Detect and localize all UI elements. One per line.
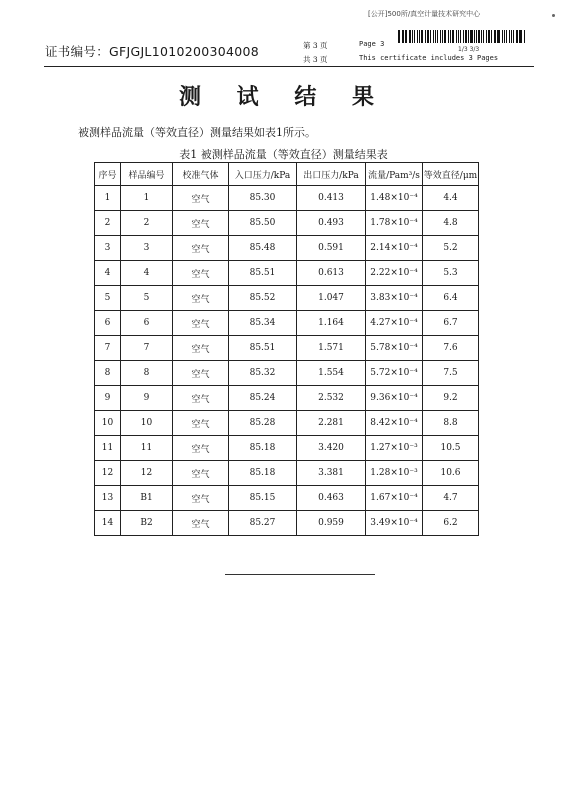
end-line xyxy=(225,574,375,575)
cell-sample-id: 8 xyxy=(121,361,173,386)
barcode-bar xyxy=(520,30,522,43)
table-row xyxy=(95,411,479,436)
barcode-bar xyxy=(519,30,520,43)
barcode-bar xyxy=(458,30,460,43)
cell-index: 4 xyxy=(95,261,121,286)
cell-flow: 1.78×10⁻⁴ xyxy=(366,211,423,236)
cell-index: 5 xyxy=(95,286,121,311)
table-caption: 表1 被测样品流量（等效直径）测量结果表 xyxy=(179,148,388,161)
barcode-bar xyxy=(440,30,441,43)
cell-flow: 5.72×10⁻⁴ xyxy=(366,361,423,386)
cell-diameter: 6.7 xyxy=(423,311,479,336)
barcode-bar xyxy=(435,30,437,43)
page-title: 测 试 结 果 xyxy=(179,85,388,110)
barcode-bar xyxy=(511,30,512,43)
barcode-bar xyxy=(488,30,490,43)
barcode-bar xyxy=(456,30,457,43)
cell-inlet-pressure: 85.50 xyxy=(229,211,297,236)
cell-outlet-pressure: 2.281 xyxy=(297,411,366,436)
cell-gas: 空气 xyxy=(173,261,229,286)
table-row xyxy=(95,361,479,386)
cell-diameter: 5.2 xyxy=(423,236,479,261)
cell-index: 10 xyxy=(95,411,121,436)
cell-outlet-pressure: 0.463 xyxy=(297,486,366,511)
cell-diameter: 6.2 xyxy=(423,511,479,536)
table-row xyxy=(95,386,479,411)
cell-gas: 空气 xyxy=(173,511,229,536)
cell-index: 3 xyxy=(95,236,121,261)
cell-inlet-pressure: 85.52 xyxy=(229,286,297,311)
cell-outlet-pressure: 0.959 xyxy=(297,511,366,536)
barcode xyxy=(398,30,526,43)
cell-gas: 空气 xyxy=(173,386,229,411)
barcode-bar xyxy=(509,30,511,43)
cell-flow: 5.78×10⁻⁴ xyxy=(366,336,423,361)
cell-gas: 空气 xyxy=(173,411,229,436)
intro-text: 被测样品流量（等效直径）测量结果如表1所示。 xyxy=(78,126,316,139)
barcode-bar xyxy=(497,30,499,43)
cell-index: 7 xyxy=(95,336,121,361)
barcode-bar xyxy=(504,30,505,43)
cell-gas: 空气 xyxy=(173,236,229,261)
barcode-bar xyxy=(470,30,472,43)
barcode-bar xyxy=(405,30,407,43)
cell-flow: 1.67×10⁻⁴ xyxy=(366,486,423,511)
cell-sample-id: B1 xyxy=(121,486,173,511)
barcode-bar xyxy=(474,30,475,43)
barcode-bar xyxy=(513,30,514,43)
barcode-bar xyxy=(442,30,444,43)
cell-inlet-pressure: 85.30 xyxy=(229,186,297,211)
cell-index: 1 xyxy=(95,186,121,211)
barcode-bar xyxy=(491,30,492,43)
cell-diameter: 9.2 xyxy=(423,386,479,411)
issuing-org: [公开]500所/真空计量技术研究中心 xyxy=(368,10,481,18)
barcode-bar xyxy=(478,30,480,43)
barcode-bar xyxy=(430,30,431,43)
barcode-bar xyxy=(421,30,423,43)
table-row xyxy=(95,511,479,536)
cell-gas: 空气 xyxy=(173,211,229,236)
table-row xyxy=(95,286,479,311)
col-header-gas: 校准气体 xyxy=(173,163,229,186)
table-row xyxy=(95,311,479,336)
cell-diameter: 4.4 xyxy=(423,186,479,211)
barcode-bar xyxy=(412,30,413,43)
table-row xyxy=(95,186,479,211)
cell-outlet-pressure: 2.532 xyxy=(297,386,366,411)
col-header-inlet-pressure: 入口压力/kPa xyxy=(229,163,297,186)
cell-sample-id: 4 xyxy=(121,261,173,286)
cell-sample-id: 7 xyxy=(121,336,173,361)
cell-inlet-pressure: 85.34 xyxy=(229,311,297,336)
barcode-bar xyxy=(486,30,488,43)
col-header-outlet-pressure: 出口压力/kPa xyxy=(297,163,366,186)
cell-inlet-pressure: 85.18 xyxy=(229,461,297,486)
header-divider xyxy=(44,66,534,67)
barcode-bar xyxy=(502,30,504,43)
cell-diameter: 7.6 xyxy=(423,336,479,361)
cell-flow: 1.28×10⁻³ xyxy=(366,461,423,486)
cell-inlet-pressure: 85.51 xyxy=(229,336,297,361)
barcode-bar xyxy=(494,30,495,43)
cell-diameter: 8.8 xyxy=(423,411,479,436)
barcode-number: 1/3 3/3 xyxy=(458,46,480,53)
cell-flow: 2.22×10⁻⁴ xyxy=(366,261,423,286)
barcode-bar xyxy=(524,30,525,43)
cell-outlet-pressure: 1.047 xyxy=(297,286,366,311)
cell-diameter: 10.6 xyxy=(423,461,479,486)
barcode-bar xyxy=(398,30,400,43)
cell-gas: 空气 xyxy=(173,486,229,511)
barcode-bar xyxy=(425,30,426,43)
cell-index: 6 xyxy=(95,311,121,336)
barcode-bar xyxy=(419,30,421,43)
cell-flow: 2.14×10⁻⁴ xyxy=(366,236,423,261)
cell-gas: 空气 xyxy=(173,461,229,486)
barcode-bar xyxy=(409,30,411,43)
table-row xyxy=(95,436,479,461)
cell-inlet-pressure: 85.18 xyxy=(229,436,297,461)
cell-sample-id: 9 xyxy=(121,386,173,411)
barcode-bar xyxy=(433,30,434,43)
cell-index: 2 xyxy=(95,211,121,236)
barcode-bar xyxy=(452,30,454,43)
cell-flow: 4.27×10⁻⁴ xyxy=(366,311,423,336)
cell-index: 11 xyxy=(95,436,121,461)
barcode-bar xyxy=(516,30,518,43)
table-row xyxy=(95,236,479,261)
table-header-row xyxy=(95,163,479,186)
cell-outlet-pressure: 0.591 xyxy=(297,236,366,261)
barcode-bar xyxy=(460,30,461,43)
barcode-bar xyxy=(468,30,469,43)
cell-outlet-pressure: 0.493 xyxy=(297,211,366,236)
cell-gas: 空气 xyxy=(173,311,229,336)
barcode-bar xyxy=(483,30,484,43)
cell-diameter: 7.5 xyxy=(423,361,479,386)
cell-sample-id: 3 xyxy=(121,236,173,261)
cell-gas: 空气 xyxy=(173,436,229,461)
cell-flow: 9.36×10⁻⁴ xyxy=(366,386,423,411)
cell-inlet-pressure: 85.27 xyxy=(229,511,297,536)
cell-inlet-pressure: 85.15 xyxy=(229,486,297,511)
col-header-diameter: 等效直径/μm xyxy=(423,163,479,186)
barcode-bar xyxy=(481,30,482,43)
certificate-number: 证书编号：GFJGJL1010200304008 xyxy=(45,44,259,59)
cell-sample-id: 2 xyxy=(121,211,173,236)
cell-sample-id: B2 xyxy=(121,511,173,536)
cell-gas: 空气 xyxy=(173,336,229,361)
cell-sample-id: 1 xyxy=(121,186,173,211)
cell-flow: 1.27×10⁻³ xyxy=(366,436,423,461)
cell-index: 12 xyxy=(95,461,121,486)
cell-index: 13 xyxy=(95,486,121,511)
cell-diameter: 4.8 xyxy=(423,211,479,236)
cell-index: 9 xyxy=(95,386,121,411)
cell-diameter: 10.5 xyxy=(423,436,479,461)
cell-sample-id: 10 xyxy=(121,411,173,436)
barcode-bar xyxy=(402,30,403,43)
cell-gas: 空气 xyxy=(173,286,229,311)
barcode-bar xyxy=(427,30,429,43)
table-row xyxy=(95,261,479,286)
cell-outlet-pressure: 0.613 xyxy=(297,261,366,286)
cell-diameter: 6.4 xyxy=(423,286,479,311)
barcode-bar xyxy=(465,30,467,43)
barcode-bar xyxy=(448,30,449,43)
barcode-bar xyxy=(476,30,477,43)
cell-flow: 3.83×10⁻⁴ xyxy=(366,286,423,311)
col-header-sample-id: 样品编号 xyxy=(121,163,173,186)
page-total-en: This certificate includes 3 Pages xyxy=(359,54,499,62)
barcode-bar xyxy=(450,30,451,43)
cell-inlet-pressure: 85.32 xyxy=(229,361,297,386)
cell-inlet-pressure: 85.28 xyxy=(229,411,297,436)
cell-gas: 空气 xyxy=(173,361,229,386)
barcode-bar xyxy=(403,30,404,43)
cell-outlet-pressure: 1.554 xyxy=(297,361,366,386)
table-row xyxy=(95,461,479,486)
results-table xyxy=(94,162,479,536)
barcode-bar xyxy=(437,30,438,43)
cell-flow: 3.49×10⁻⁴ xyxy=(366,511,423,536)
cell-flow: 8.42×10⁻⁴ xyxy=(366,411,423,436)
table-row xyxy=(95,486,479,511)
cell-diameter: 4.7 xyxy=(423,486,479,511)
barcode-bar xyxy=(444,30,446,43)
cell-outlet-pressure: 1.571 xyxy=(297,336,366,361)
cell-sample-id: 6 xyxy=(121,311,173,336)
cell-flow: 1.48×10⁻⁴ xyxy=(366,186,423,211)
page-number-zh: 第 3 页 xyxy=(303,41,328,50)
barcode-bar xyxy=(495,30,496,43)
table-row xyxy=(95,211,479,236)
barcode-bar xyxy=(414,30,415,43)
table-row xyxy=(95,336,479,361)
barcode-bar xyxy=(417,30,418,43)
cell-diameter: 5.3 xyxy=(423,261,479,286)
cell-inlet-pressure: 85.48 xyxy=(229,236,297,261)
page-number-en: Page 3 xyxy=(359,40,385,48)
cell-outlet-pressure: 3.420 xyxy=(297,436,366,461)
cell-outlet-pressure: 3.381 xyxy=(297,461,366,486)
cell-gas: 空气 xyxy=(173,186,229,211)
cell-sample-id: 12 xyxy=(121,461,173,486)
cell-index: 8 xyxy=(95,361,121,386)
col-header-flow: 流量/Pam³/s xyxy=(366,163,423,186)
cell-sample-id: 5 xyxy=(121,286,173,311)
cell-inlet-pressure: 85.24 xyxy=(229,386,297,411)
cell-sample-id: 11 xyxy=(121,436,173,461)
barcode-bar xyxy=(463,30,464,43)
col-header-index: 序号 xyxy=(95,163,121,186)
cell-outlet-pressure: 1.164 xyxy=(297,311,366,336)
cell-outlet-pressure: 0.413 xyxy=(297,186,366,211)
page-total-zh: 共 3 页 xyxy=(303,55,328,64)
cell-index: 14 xyxy=(95,511,121,536)
cell-inlet-pressure: 85.51 xyxy=(229,261,297,286)
corner-dot xyxy=(552,14,555,17)
barcode-bar xyxy=(506,30,507,43)
